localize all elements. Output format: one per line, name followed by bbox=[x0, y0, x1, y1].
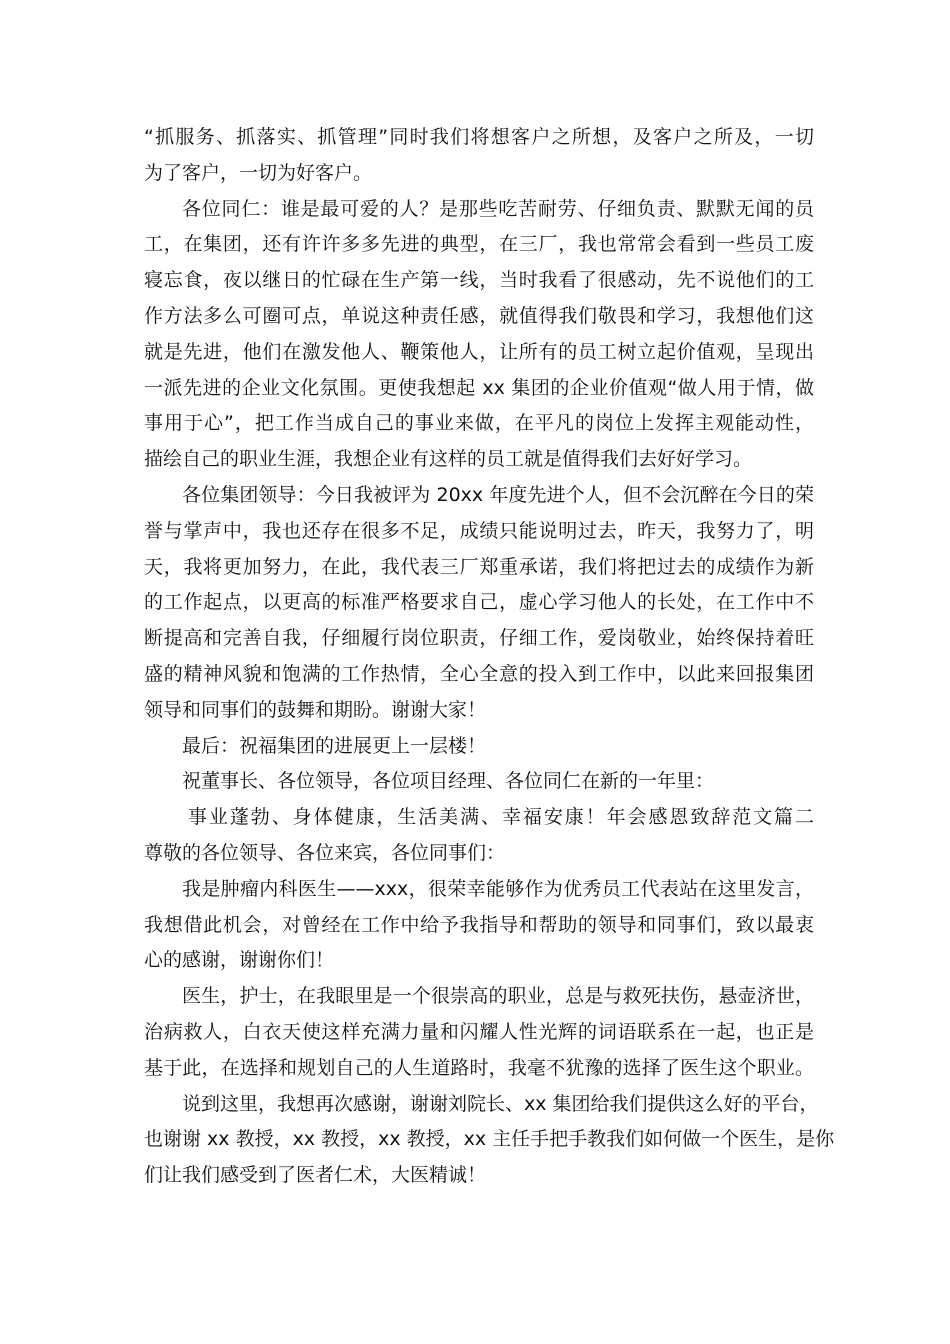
text-line: 各位集团领导：今日我被评为 20xx 年度先进个人，但不会沉醉在今日的荣 bbox=[182, 483, 814, 506]
text-line: “抓服务、抓落实、抓管理”同时我们将想客户之所想，及客户之所及，一切 bbox=[144, 126, 814, 148]
text-line: 盛的精神风貌和饱满的工作热情，全心全意的投入到工作中，以此来回报集团 bbox=[144, 662, 814, 685]
text-line: 事业蓬勃、身体健康，生活美满、幸福安康！年会感恩致辞范文篇二 bbox=[188, 806, 814, 829]
text-line: 为了客户，一切为好客户。 bbox=[144, 161, 373, 184]
text-line: 各位同仁：谁是最可爱的人？是那些吃苦耐劳、仔细负责、默默无闻的员 bbox=[182, 197, 814, 220]
text-line: 基于此，在选择和规划自己的人生道路时，我毫不犹豫的选择了医生这个职业。 bbox=[144, 1056, 814, 1079]
text-line: 作方法多么可圈可点，单说这种责任感，就值得我们敬畏和学习，我想他们这 bbox=[144, 304, 814, 327]
text-line: 的工作起点，以更高的标准严格要求自己，虚心学习他人的长处，在工作中不 bbox=[144, 591, 814, 614]
text-line: 祝董事长、各位领导，各位项目经理、各位同仁在新的一年里： bbox=[182, 770, 715, 793]
text-line: 事用于心”，把工作当成自己的事业来做，在平凡的岗位上发挥主观能动性， bbox=[144, 412, 814, 435]
text-line: 说到这里，我想再次感谢，谢谢刘院长、xx 集团给我们提供这么好的平台， bbox=[182, 1092, 819, 1115]
text-line: 最后：祝福集团的进展更上一层楼！ bbox=[182, 734, 487, 757]
text-line: 就是先进，他们在激发他人、鞭策他人，让所有的员工树立起价值观，呈现出 bbox=[144, 340, 814, 363]
text-line: 心的感谢，谢谢你们！ bbox=[144, 949, 335, 972]
text-line: 天，我将更加努力，在此，我代表三厂郑重承诺，我们将把过去的成绩作为新 bbox=[144, 555, 814, 578]
document-body bbox=[144, 120, 835, 1194]
text-line: 断提高和完善自我，仔细履行岗位职责，仔细工作，爱岗敬业，始终保持着旺 bbox=[144, 627, 814, 650]
text-line: 描绘自己的职业生涯，我想企业有这样的员工就是值得我们去好好学习。 bbox=[144, 448, 753, 471]
text-line: 誉与掌声中，我也还存在很多不足，成绩只能说明过去，昨天，我努力了，明 bbox=[144, 519, 814, 542]
text-line: 一派先进的企业文化氛围。更使我想起 xx 集团的企业价值观“做人用于情，做 bbox=[144, 376, 814, 399]
text-line: 医生，护士，在我眼里是一个很崇高的职业，总是与救死扶伤，悬壶济世， bbox=[182, 985, 814, 1008]
text-line: 也谢谢 xx 教授，xx 教授，xx 教授，xx 主任手把手教我们如何做一个医生，是你 bbox=[144, 1128, 835, 1151]
text-line: 寝忘食，夜以继日的忙碌在生产第一线，当时我看了很感动，先不说他们的工 bbox=[144, 269, 814, 292]
text-line: 们让我们感受到了医者仁术，大医精诚！ bbox=[144, 1164, 487, 1187]
text-line: 领导和同事们的鼓舞和期盼。谢谢大家！ bbox=[144, 698, 487, 721]
text-line: 工，在集团，还有许许多多先进的典型，在三厂，我也常常会看到一些员工废 bbox=[144, 233, 814, 256]
text-line: 尊敬的各位领导、各位来宾，各位同事们： bbox=[144, 841, 506, 864]
text-line: 我是肿瘤内科医生——xxx，很荣幸能够作为优秀员工代表站在这里发言， bbox=[182, 877, 814, 900]
text-line: 我想借此机会，对曾经在工作中给予我指导和帮助的领导和同事们，致以最衷 bbox=[144, 913, 814, 936]
text-line: 治病救人，白衣天使这样充满力量和闪耀人性光辉的词语联系在一起，也正是 bbox=[144, 1020, 814, 1043]
